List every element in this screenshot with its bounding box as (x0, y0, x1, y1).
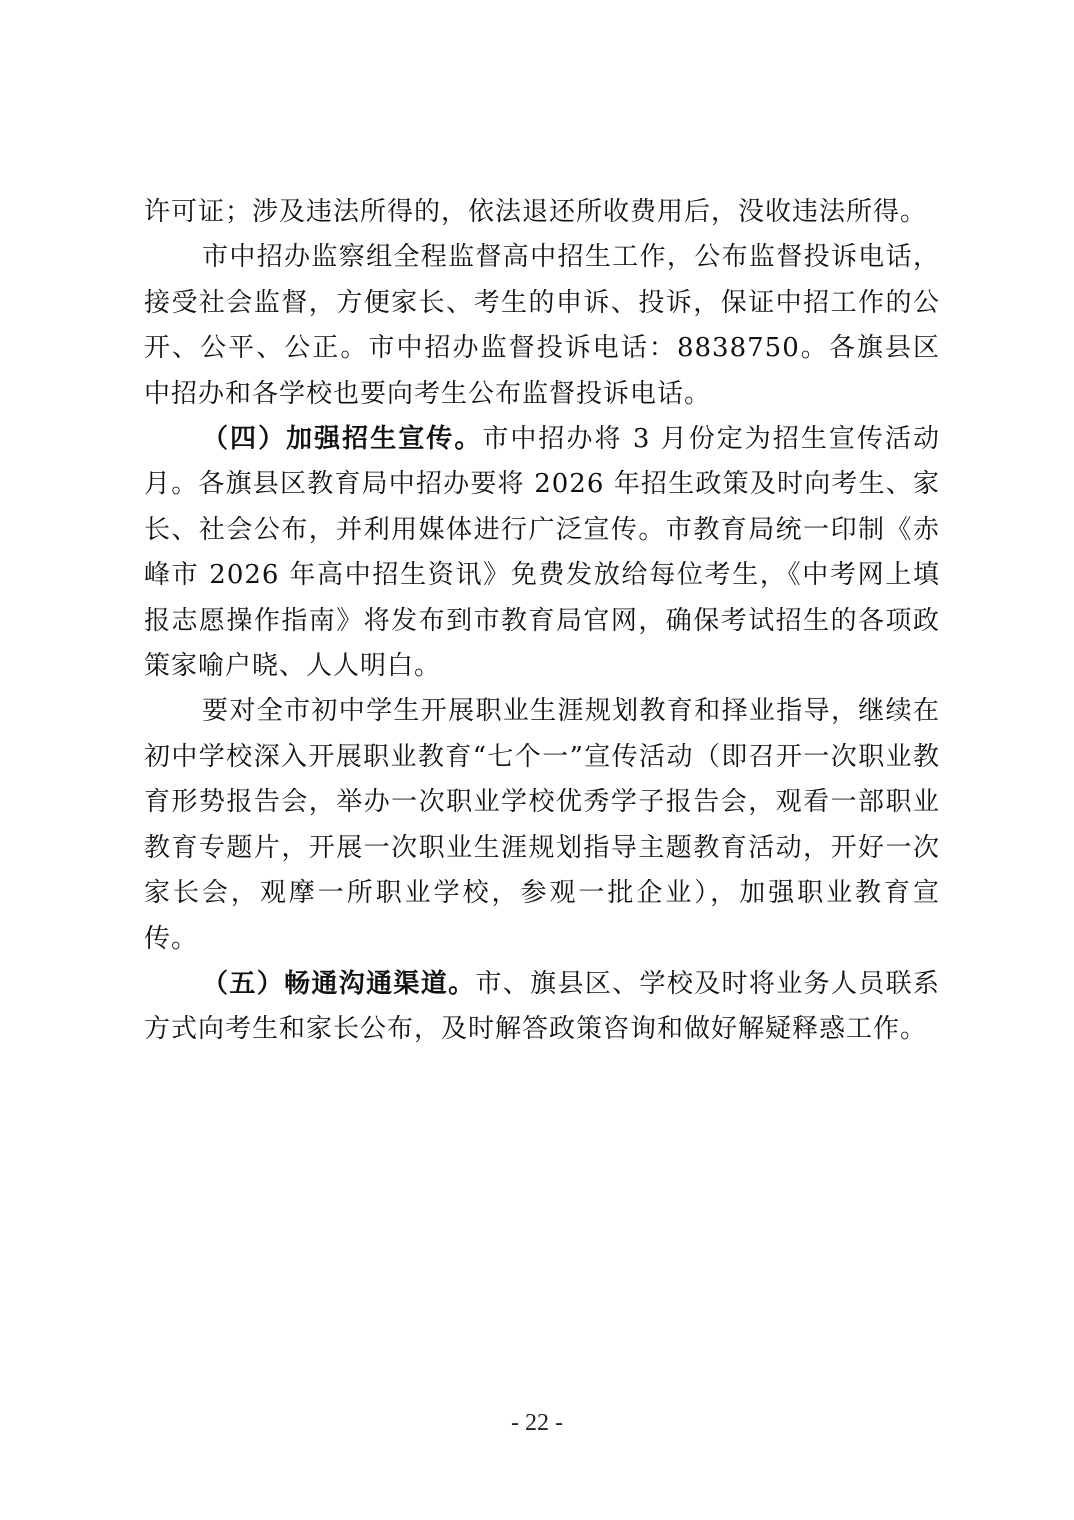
document-body (144, 190, 940, 1053)
section-heading-4: （四）加强招生宣传。 (202, 424, 483, 455)
paragraph-1 (144, 190, 940, 235)
paragraph-5 (144, 962, 940, 1053)
paragraph-4 (144, 689, 940, 961)
paragraph-3-text: 市中招办将 3 月份定为招生宣传活动月。各旗县区教育局中招办要将 2026 年招生政策及时向考生、家长、社会公布，并利用媒体进行广泛宣传。市教育局统一印制《赤峰市 2026 年高中招生资讯》免费发放给每位考生，《中考网上填报志愿操作指南》将发布到市教育局官网，确保考试招生的各项政策家喻户晓、人人明白。 (144, 424, 940, 682)
paragraph-2 (144, 235, 940, 417)
page-number: - 22 - (511, 1410, 563, 1436)
section-heading-5: （五）畅通沟通渠道。 (202, 968, 476, 999)
paragraph-2-text: 市中招办监察组全程监督高中招生工作，公布监督投诉电话，接受社会监督，方便家长、考生的申诉、投诉，保证中招工作的公开、公平、公正。市中招办监督投诉电话：8838750。各旗县区中招办和各学校也要向考生公布监督投诉电话。 (144, 242, 940, 409)
paragraph-5-text: 市、旗县区、学校及时将业务人员联系方式向考生和家长公布，及时解答政策咨询和做好解疑释惑工作。 (144, 968, 940, 1045)
paragraph-1-text: 许可证；涉及违法所得的，依法退还所收费用后，没收违法所得。 (144, 197, 928, 227)
paragraph-3 (144, 417, 940, 689)
paragraph-4-text: 要对全市初中学生开展职业生涯规划教育和择业指导，继续在初中学校深入开展职业教育“七个一”宣传活动（即召开一次职业教育形势报告会，举办一次职业学校优秀学子报告会，观看一部职业教育专题片，开展一次职业生涯规划指导主题教育活动，开好一次家长会，观摩一所职业学校，参观一批企业），加强职业教育宣传。 (144, 696, 940, 954)
